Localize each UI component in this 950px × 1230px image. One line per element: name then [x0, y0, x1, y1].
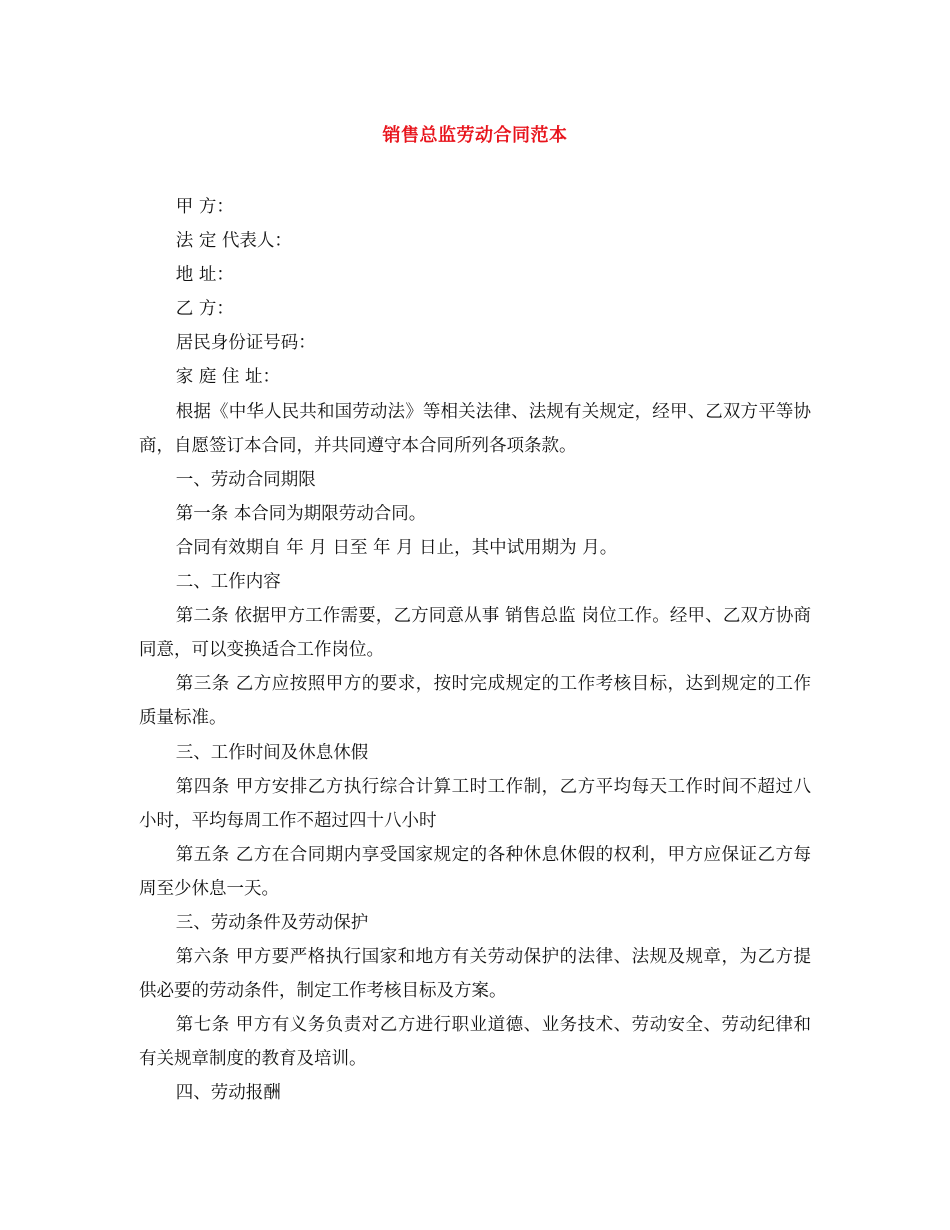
preamble-paragraph: 根据《中华人民共和国劳动法》等相关法律、法规有关规定，经甲、乙双方平等协商，自愿签订本合同，并共同遵守本合同所列各项条款。: [139, 401, 811, 456]
section-heading: 三、工作时间及休息休假: [175, 742, 369, 763]
party-b-line: 乙 方：: [175, 299, 234, 320]
address-line: 地 址：: [175, 265, 234, 286]
contract-term-paragraph: 合同有效期自 年 月 日至 年 月 日止，其中试用期为 月。: [175, 537, 618, 558]
article-paragraph: 第三条 乙方应按照甲方的要求，按时完成规定的工作考核目标，达到规定的工作质量标准。: [139, 674, 811, 729]
article-paragraph: 第四条 甲方安排乙方执行综合计算工时工作制，乙方平均每天工作时间不超过八小时，平均每周工作不超过四十八小时: [139, 776, 811, 831]
home-address-line: 家 庭 住 址：: [175, 367, 280, 388]
article-paragraph: 第六条 甲方要严格执行国家和地方有关劳动保护的法律、法规及规章，为乙方提供必要的劳动条件，制定工作考核目标及方案。: [139, 947, 811, 1002]
article-paragraph: 第一条 本合同为期限劳动合同。: [175, 503, 427, 524]
section-heading: 二、工作内容: [175, 572, 281, 593]
party-a-line: 甲 方：: [175, 197, 234, 217]
article-paragraph: 第七条 甲方有义务负责对乙方进行职业道德、业务技术、劳动安全、劳动纪律和有关规章制度的教育及培训。: [139, 1015, 811, 1070]
id-number-line: 居民身份证号码：: [175, 333, 316, 354]
legal-representative-line: 法 定 代表人：: [175, 231, 292, 252]
article-paragraph: 第五条 乙方在合同期内享受国家规定的各种休息休假的权利，甲方应保证乙方每周至少休息一天。: [139, 844, 811, 899]
article-paragraph: 第二条 依据甲方工作需要，乙方同意从事 销售总监 岗位工作。经甲、乙双方协商同意，可以变换适合工作岗位。: [139, 606, 811, 661]
document-title: 销售总监劳动合同范本: [382, 125, 568, 146]
section-heading: 四、劳动报酬: [175, 1083, 281, 1104]
section-heading: 一、劳动合同期限: [175, 469, 316, 490]
section-heading: 三、劳动条件及劳动保护: [175, 912, 369, 933]
document-body: [139, 190, 811, 1111]
